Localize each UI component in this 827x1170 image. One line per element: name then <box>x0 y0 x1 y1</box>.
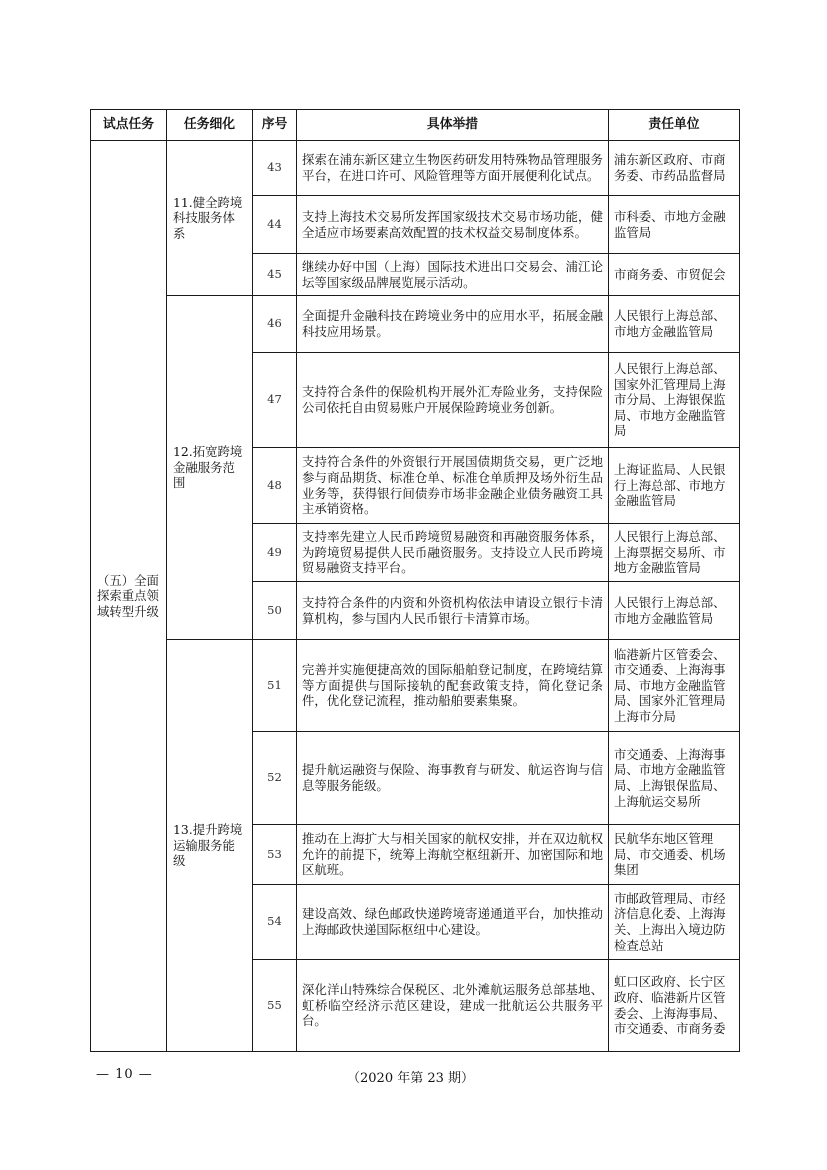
unit-cell: 人民银行上海总部、市地方金融监管局 <box>609 582 740 640</box>
row-number: 48 <box>253 448 297 524</box>
measure-cell: 继续办好中国（上海）国际技术进出口交易会、浦江论坛等国家级品牌展览展示活动。 <box>297 254 609 296</box>
issue-label: （2020 年第 23 期） <box>347 1071 475 1086</box>
unit-cell: 人民银行上海总部、上海票据交易所、市地方金融监管局 <box>609 524 740 582</box>
row-number: 51 <box>253 640 297 732</box>
subtask-cell: 11.健全跨境科技服务体系 <box>167 141 253 296</box>
measure-cell: 支持率先建立人民币跨境贸易融资和再融资服务体系，为跨境贸易提供人民币融资服务。支持设立人民币跨境贸易融资支持平台。 <box>297 524 609 582</box>
page-number: — 10 — <box>96 1067 153 1082</box>
measure-cell: 支持符合条件的保险机构开展外汇寿险业务，支持保险公司依托自由贸易账户开展保险跨境业务创新。 <box>297 353 609 448</box>
row-number: 45 <box>253 254 297 296</box>
unit-cell: 市商务委、市贸促会 <box>609 254 740 296</box>
unit-cell: 市交通委、上海海事局、市地方金融监管局、上海银保监局、上海航运交易所 <box>609 732 740 825</box>
measure-cell: 提升航运融资与保险、海事教育与研发、航运咨询与信息等服务能级。 <box>297 732 609 825</box>
measure-cell: 建设高效、绿色邮政快递跨境寄递通道平台，加快推动上海邮政快递国际枢纽中心建设。 <box>297 885 609 960</box>
table-header-row <box>91 110 740 141</box>
header-task: 试点任务 <box>91 110 167 141</box>
row-number: 52 <box>253 732 297 825</box>
row-number: 53 <box>253 825 297 885</box>
table-row <box>91 640 740 732</box>
header-num: 序号 <box>253 110 297 141</box>
measure-cell: 支持符合条件的外资银行开展国债期货交易，更广泛地参与商品期货、标准仓单、标准仓单质押及场外衍生品业务等，获得银行间债券市场非金融企业债务融资工具主承销资格。 <box>297 448 609 524</box>
main-task-cell: （五）全面探索重点领域转型升级 <box>91 141 167 1052</box>
row-number: 49 <box>253 524 297 582</box>
measure-cell: 完善并实施便捷高效的国际船舶登记制度，在跨境结算等方面提供与国际接轨的配套政策支持，简化登记条件，优化登记流程，推动船舶要素集聚。 <box>297 640 609 732</box>
measure-cell: 支持符合条件的内资和外资机构依法申请设立银行卡清算机构，参与国内人民币银行卡清算市场。 <box>297 582 609 640</box>
row-number: 43 <box>253 141 297 196</box>
measure-cell: 支持上海技术交易所发挥国家级技术交易市场功能，健全适应市场要素高效配置的技术权益交易制度体系。 <box>297 196 609 254</box>
unit-cell: 市科委、市地方金融监管局 <box>609 196 740 254</box>
table-row <box>91 296 740 353</box>
unit-cell: 市邮政管理局、市经济信息化委、上海海关、上海出入境边防检查总站 <box>609 885 740 960</box>
measure-cell: 探索在浦东新区建立生物医药研发用特殊物品管理服务平台，在进口许可、风险管理等方面开展便利化试点。 <box>297 141 609 196</box>
row-number: 50 <box>253 582 297 640</box>
measures-table <box>90 109 740 1052</box>
unit-cell: 上海证监局、人民银行上海总部、市地方金融监管局 <box>609 448 740 524</box>
unit-cell: 临港新片区管委会、市交通委、上海海事局、市地方金融监管局、国家外汇管理局上海市分局 <box>609 640 740 732</box>
row-number: 54 <box>253 885 297 960</box>
unit-cell: 民航华东地区管理局、市交通委、机场集团 <box>609 825 740 885</box>
unit-cell: 虹口区政府、长宁区政府、临港新片区管委会、上海海事局、市交通委、市商务委 <box>609 960 740 1052</box>
header-unit: 责任单位 <box>609 110 740 141</box>
subtask-cell: 12.拓宽跨境金融服务范围 <box>167 296 253 640</box>
measure-cell: 深化洋山特殊综合保税区、北外滩航运服务总部基地、虹桥临空经济示范区建设，建成一批航运公共服务平台。 <box>297 960 609 1052</box>
subtask-cell: 13.提升跨境运输服务能级 <box>167 640 253 1052</box>
row-number: 46 <box>253 296 297 353</box>
unit-cell: 人民银行上海总部、市地方金融监管局 <box>609 296 740 353</box>
row-number: 55 <box>253 960 297 1052</box>
unit-cell: 浦东新区政府、市商务委、市药品监督局 <box>609 141 740 196</box>
table-row <box>91 141 740 196</box>
row-number: 44 <box>253 196 297 254</box>
measure-cell: 全面提升金融科技在跨境业务中的应用水平，拓展金融科技应用场景。 <box>297 296 609 353</box>
header-subtask: 任务细化 <box>167 110 253 141</box>
header-measure: 具体举措 <box>297 110 609 141</box>
unit-cell: 人民银行上海总部、国家外汇管理局上海市分局、上海银保监局、市地方金融监管局 <box>609 353 740 448</box>
measure-cell: 推动在上海扩大与相关国家的航权安排，并在双边航权允许的前提下，统筹上海航空枢纽新开、加密国际和地区航班。 <box>297 825 609 885</box>
row-number: 47 <box>253 353 297 448</box>
